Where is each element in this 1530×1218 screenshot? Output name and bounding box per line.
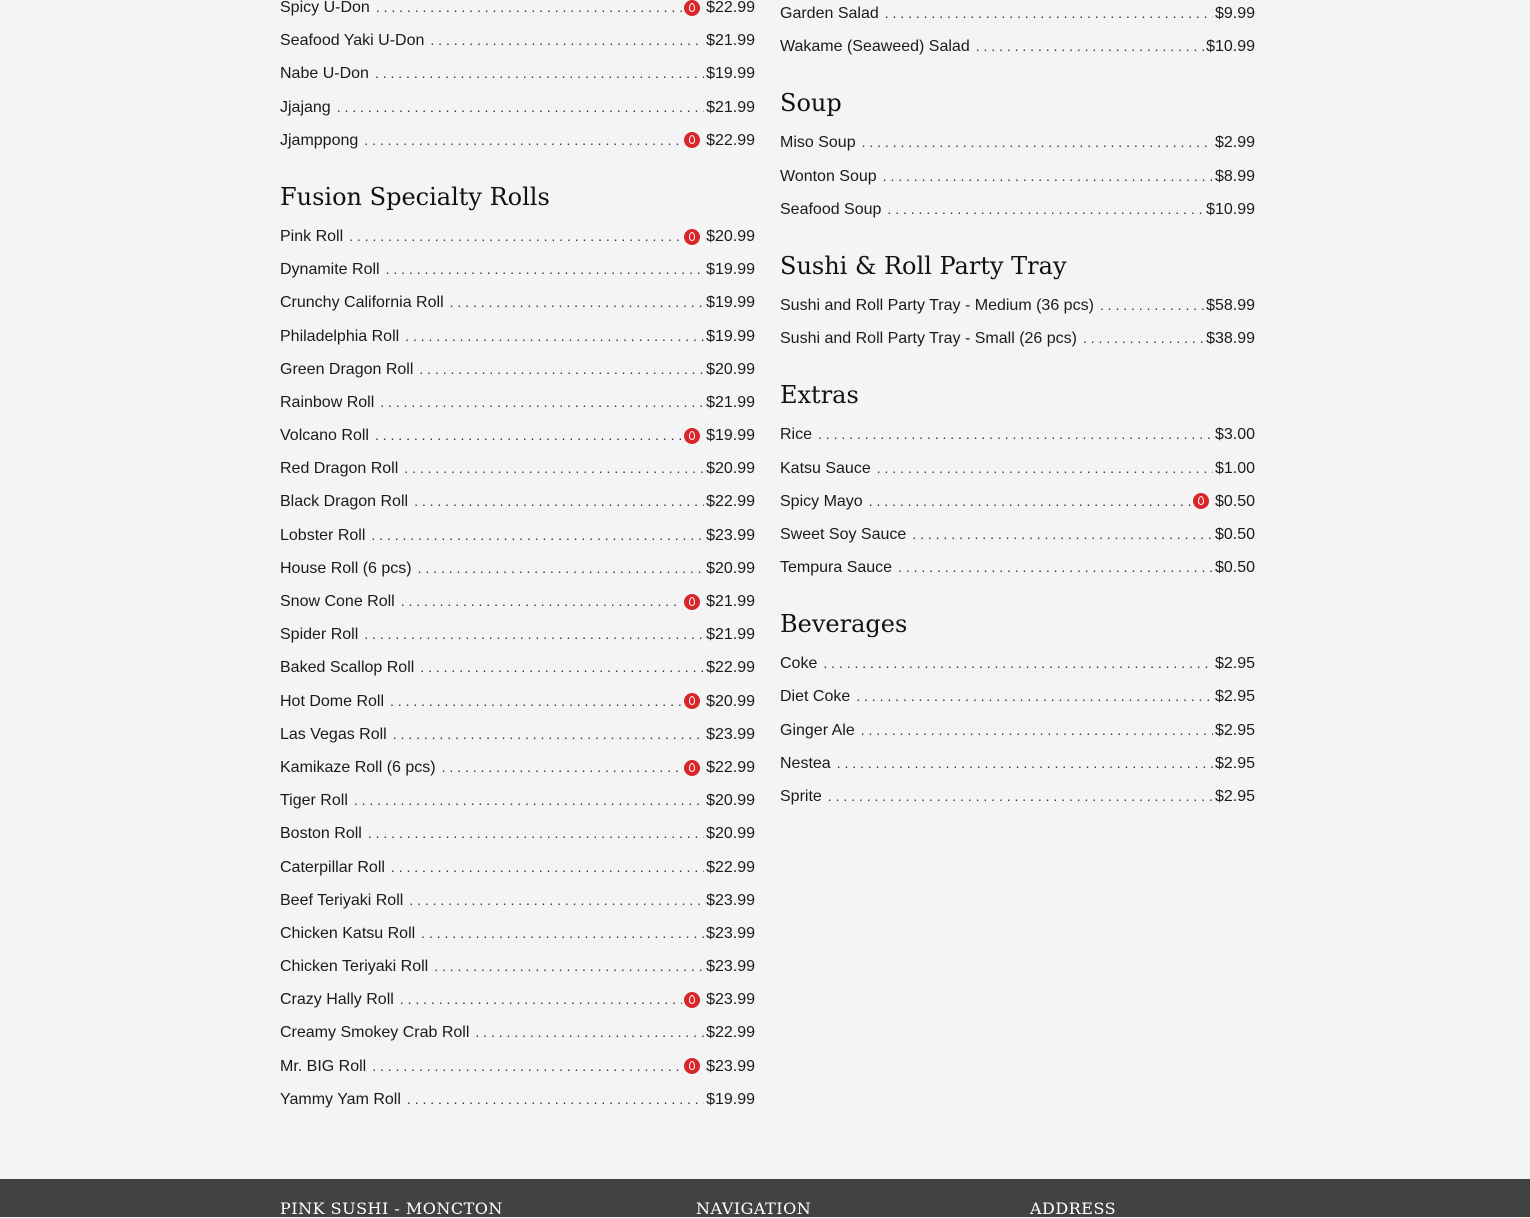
dot-leader: [409, 884, 704, 917]
dot-leader: [414, 485, 704, 518]
menu-item-price: $19.99: [706, 65, 755, 83]
dot-leader: [393, 718, 704, 751]
flame-icon: [684, 594, 700, 610]
menu-item-price: $2.95: [1214, 754, 1255, 772]
menu-item: [780, 289, 1255, 322]
dot-leader: [818, 418, 1213, 451]
extras-section: [780, 379, 1255, 584]
menu-item: [280, 519, 755, 552]
menu-item-price: $20.99: [706, 559, 755, 577]
menu-item-price: $2.95: [1214, 788, 1255, 805]
dot-leader: [869, 485, 1191, 518]
menu-item-price: $2.95: [1214, 721, 1255, 739]
menu-item-name: Baked Scallop Roll: [280, 659, 415, 677]
menu-item-price: $21.99: [706, 98, 755, 116]
dot-leader: [349, 220, 682, 253]
menu-item-name: Spicy U-Don: [280, 0, 370, 16]
dot-leader: [823, 647, 1213, 680]
dot-leader: [354, 784, 704, 817]
menu-item-price: $20.99: [706, 227, 755, 245]
menu-item: [280, 0, 755, 24]
menu-item-name: Sprite: [780, 788, 822, 805]
footer-address-heading: ADDRESS: [1030, 1199, 1117, 1218]
dot-leader: [380, 386, 704, 419]
menu-item-name: Dynamite Roll: [280, 261, 380, 279]
menu-item-name: Chicken Katsu Roll: [280, 924, 416, 942]
dot-leader: [475, 1016, 704, 1049]
dot-leader: [364, 124, 682, 157]
dot-leader: [420, 651, 704, 684]
dot-leader: [407, 1083, 704, 1116]
menu-item-price: $3.00: [1214, 426, 1255, 444]
menu-item-name: Spicy Mayo: [780, 492, 863, 510]
menu-item: [280, 220, 755, 253]
menu-item-price: $22.99: [706, 858, 755, 876]
menu-item: [780, 680, 1255, 713]
menu-item: [780, 747, 1255, 780]
footer-brand: PINK SUSHI - MONCTON: [280, 1199, 503, 1218]
flame-icon: [684, 132, 700, 148]
menu-item-price: $22.99: [706, 131, 755, 149]
right-menu-column: [780, 0, 1255, 813]
menu-item-price: $21.99: [706, 32, 755, 50]
menu-item: [280, 1016, 755, 1049]
salad-section: [780, 0, 1255, 63]
menu-item: [280, 718, 755, 751]
menu-item-price: $0.50: [1214, 492, 1255, 510]
menu-item: [280, 1050, 755, 1083]
menu-item-name: Kamikaze Roll (6 pcs): [280, 758, 436, 776]
fusion-rolls-section: [280, 181, 755, 1116]
section-title-beverages: Beverages: [780, 610, 908, 639]
dot-leader: [372, 1050, 682, 1083]
dot-leader: [862, 126, 1213, 159]
menu-item: [780, 160, 1255, 193]
menu-item-price: $21.99: [706, 393, 755, 411]
menu-item: [780, 30, 1255, 63]
menu-item: [280, 124, 755, 157]
menu-item-price: $19.99: [706, 427, 755, 445]
menu-item: [780, 126, 1255, 159]
menu-item-price: $22.99: [706, 1024, 755, 1042]
menu-item: [280, 618, 755, 651]
dot-leader: [419, 353, 704, 386]
menu-item-name: House Roll (6 pcs): [280, 559, 412, 577]
dot-leader: [861, 714, 1213, 747]
dot-leader: [1100, 289, 1204, 322]
menu-item: [280, 1083, 755, 1116]
menu-item: [280, 353, 755, 386]
menu-item: [280, 286, 755, 319]
menu-item-price: $20.99: [706, 360, 755, 378]
dot-leader: [877, 452, 1213, 485]
menu-item-price: $22.99: [706, 493, 755, 511]
menu-item-name: Red Dragon Roll: [280, 460, 399, 478]
menu-item-price: $2.95: [1214, 688, 1255, 706]
menu-item-name: Crazy Hally Roll: [280, 991, 394, 1009]
left-menu-column: [280, 0, 755, 1116]
section-title-soup: Soup: [780, 89, 842, 118]
menu-item-name: Spider Roll: [280, 626, 359, 644]
dot-leader: [337, 91, 704, 124]
menu-item: [780, 322, 1255, 355]
menu-item-price: $20.99: [706, 825, 755, 843]
menu-item: [280, 485, 755, 518]
menu-item-name: Lobster Roll: [280, 526, 366, 544]
menu-item: [280, 917, 755, 950]
flame-icon: [684, 0, 700, 16]
menu-item-price: $1.00: [1214, 459, 1255, 477]
menu-item: [280, 320, 755, 353]
menu-item: [780, 518, 1255, 551]
site-footer: [0, 1179, 1530, 1217]
menu-item-price: $22.99: [706, 758, 755, 776]
menu-item-name: Nabe U-Don: [280, 65, 369, 83]
menu-item-price: $23.99: [706, 924, 755, 942]
menu-item: [280, 983, 755, 1016]
menu-item-price: $38.99: [1206, 330, 1255, 348]
menu-item: [780, 780, 1255, 813]
menu-item-name: Seafood Yaki U-Don: [280, 32, 425, 50]
menu-item: [280, 419, 755, 452]
menu-item: [280, 817, 755, 850]
dot-leader: [386, 253, 704, 286]
menu-item-name: Diet Coke: [780, 688, 851, 706]
dot-leader: [976, 30, 1204, 63]
menu-item-name: Caterpillar Roll: [280, 858, 385, 876]
menu-item: [280, 57, 755, 90]
menu-item-price: $19.99: [706, 327, 755, 345]
menu-item-name: Wakame (Seaweed) Salad: [780, 38, 970, 56]
dot-leader: [364, 618, 704, 651]
menu-item-name: Snow Cone Roll: [280, 593, 395, 610]
flame-icon: [684, 1058, 700, 1074]
flame-icon: [684, 229, 700, 245]
section-title-extras: Extras: [780, 381, 859, 410]
menu-item-name: Katsu Sauce: [780, 459, 871, 477]
section-title-fusion: Fusion Specialty Rolls: [280, 182, 550, 211]
flame-icon: [1193, 493, 1209, 509]
footer-navigation-heading: NAVIGATION: [696, 1199, 812, 1218]
menu-item: [280, 24, 755, 57]
menu-item: [280, 253, 755, 286]
menu-item-name: Mr. BIG Roll: [280, 1057, 367, 1075]
dot-leader: [885, 0, 1213, 30]
menu-item-price: $23.99: [706, 1057, 755, 1075]
menu-item-price: $23.99: [706, 725, 755, 743]
menu-item: [280, 651, 755, 684]
menu-item: [780, 714, 1255, 747]
dot-leader: [837, 747, 1213, 780]
menu-item: [280, 91, 755, 124]
menu-item-name: Black Dragon Roll: [280, 493, 409, 511]
menu-item-name: Chicken Teriyaki Roll: [280, 958, 429, 976]
menu-item: [280, 685, 755, 718]
dot-leader: [375, 419, 682, 452]
menu-item-price: $9.99: [1214, 5, 1255, 22]
menu-item-price: $19.99: [706, 294, 755, 312]
menu-item-name: Beef Teriyaki Roll: [280, 891, 404, 909]
menu-item-price: $2.95: [1214, 655, 1255, 673]
menu-item-price: $58.99: [1206, 296, 1255, 314]
menu-item: [280, 751, 755, 784]
noodle-section: [280, 0, 755, 157]
flame-icon: [684, 760, 700, 776]
menu-item-name: Jjajang: [280, 98, 331, 116]
dot-leader: [442, 751, 682, 784]
menu-item-name: Green Dragon Roll: [280, 360, 414, 378]
dot-leader: [421, 917, 704, 950]
menu-item-name: Las Vegas Roll: [280, 725, 387, 743]
soup-section: [780, 87, 1255, 226]
menu-item-name: Rice: [780, 426, 813, 444]
menu-item-name: Creamy Smokey Crab Roll: [280, 1024, 470, 1042]
menu-item: [280, 950, 755, 983]
menu-item-price: $19.99: [706, 1090, 755, 1108]
dot-leader: [912, 518, 1213, 551]
menu-item: [280, 452, 755, 485]
menu-item: [780, 647, 1255, 680]
menu-item-name: Yammy Yam Roll: [280, 1090, 401, 1108]
menu-item: [780, 0, 1255, 30]
menu-item-price: $19.99: [706, 261, 755, 279]
menu-item-price: $8.99: [1214, 167, 1255, 185]
menu-item: [780, 551, 1255, 584]
menu-item-price: $20.99: [706, 792, 755, 810]
menu-item-name: Volcano Roll: [280, 427, 369, 445]
menu-item-price: $0.50: [1214, 525, 1255, 543]
menu-item-name: Miso Soup: [780, 134, 856, 152]
dot-leader: [405, 320, 704, 353]
menu-item: [280, 386, 755, 419]
dot-leader: [1083, 322, 1204, 355]
menu-item-price: $20.99: [706, 460, 755, 478]
menu-item-name: Tiger Roll: [280, 792, 348, 810]
menu-item: [280, 552, 755, 585]
menu-item-name: Nestea: [780, 754, 831, 772]
section-title-party-tray: Sushi & Roll Party Tray: [780, 251, 1067, 280]
menu-item-price: $23.99: [706, 891, 755, 909]
dot-leader: [404, 452, 704, 485]
menu-item-name: Jjamppong: [280, 131, 359, 149]
menu-item-name: Pink Roll: [280, 227, 344, 245]
menu-item-price: $23.99: [706, 958, 755, 976]
menu-item-price: $22.99: [706, 659, 755, 677]
menu-item: [280, 851, 755, 884]
dot-leader: [887, 193, 1204, 226]
dot-leader: [391, 851, 704, 884]
menu-item-price: $10.99: [1206, 200, 1255, 218]
dot-leader: [430, 24, 704, 57]
menu-item-name: Coke: [780, 655, 818, 673]
menu-item-price: $10.99: [1206, 38, 1255, 56]
dot-leader: [828, 780, 1213, 813]
dot-leader: [856, 680, 1213, 713]
dot-leader: [401, 585, 682, 618]
flame-icon: [684, 992, 700, 1008]
menu-item-name: Hot Dome Roll: [280, 692, 385, 710]
flame-icon: [684, 693, 700, 709]
flame-icon: [684, 428, 700, 444]
menu-item-name: Sweet Soy Sauce: [780, 525, 907, 543]
menu-item-name: Sushi and Roll Party Tray - Small (26 pcs): [780, 330, 1077, 348]
dot-leader: [883, 160, 1213, 193]
menu-item-name: Boston Roll: [280, 825, 362, 843]
menu-item-name: Ginger Ale: [780, 721, 855, 739]
menu-item-name: Rainbow Roll: [280, 393, 375, 411]
beverages-section: [780, 608, 1255, 813]
menu-item-price: $23.99: [706, 991, 755, 1009]
menu-item-name: Seafood Soup: [780, 200, 882, 218]
menu-item: [280, 585, 755, 618]
dot-leader: [400, 983, 682, 1016]
menu-item-name: Wonton Soup: [780, 167, 877, 185]
dot-leader: [371, 519, 704, 552]
menu-item-price: $20.99: [706, 692, 755, 710]
dot-leader: [368, 817, 704, 850]
dot-leader: [375, 57, 704, 90]
menu-item: [280, 884, 755, 917]
menu-item-price: $23.99: [706, 526, 755, 544]
dot-leader: [390, 685, 682, 718]
menu-item-name: Philadelphia Roll: [280, 327, 400, 345]
menu-item: [780, 485, 1255, 518]
menu-item-name: Sushi and Roll Party Tray - Medium (36 pcs): [780, 296, 1094, 314]
party-tray-section: [780, 250, 1255, 355]
menu-item: [280, 784, 755, 817]
dot-leader: [418, 552, 704, 585]
menu-item-price: $0.50: [1214, 559, 1255, 577]
menu-item: [780, 193, 1255, 226]
dot-leader: [450, 286, 704, 319]
menu-item-name: Tempura Sauce: [780, 559, 893, 577]
menu-item-name: Crunchy California Roll: [280, 294, 444, 312]
menu-item: [780, 452, 1255, 485]
menu-item: [780, 418, 1255, 451]
menu-item-price: $21.99: [706, 626, 755, 644]
menu-item-price: $2.99: [1214, 134, 1255, 152]
dot-leader: [376, 0, 682, 24]
dot-leader: [434, 950, 704, 983]
menu-item-price: $21.99: [706, 593, 755, 610]
menu-item-price: $22.99: [706, 0, 755, 16]
menu-item-name: Garden Salad: [780, 5, 879, 22]
dot-leader: [898, 551, 1213, 584]
